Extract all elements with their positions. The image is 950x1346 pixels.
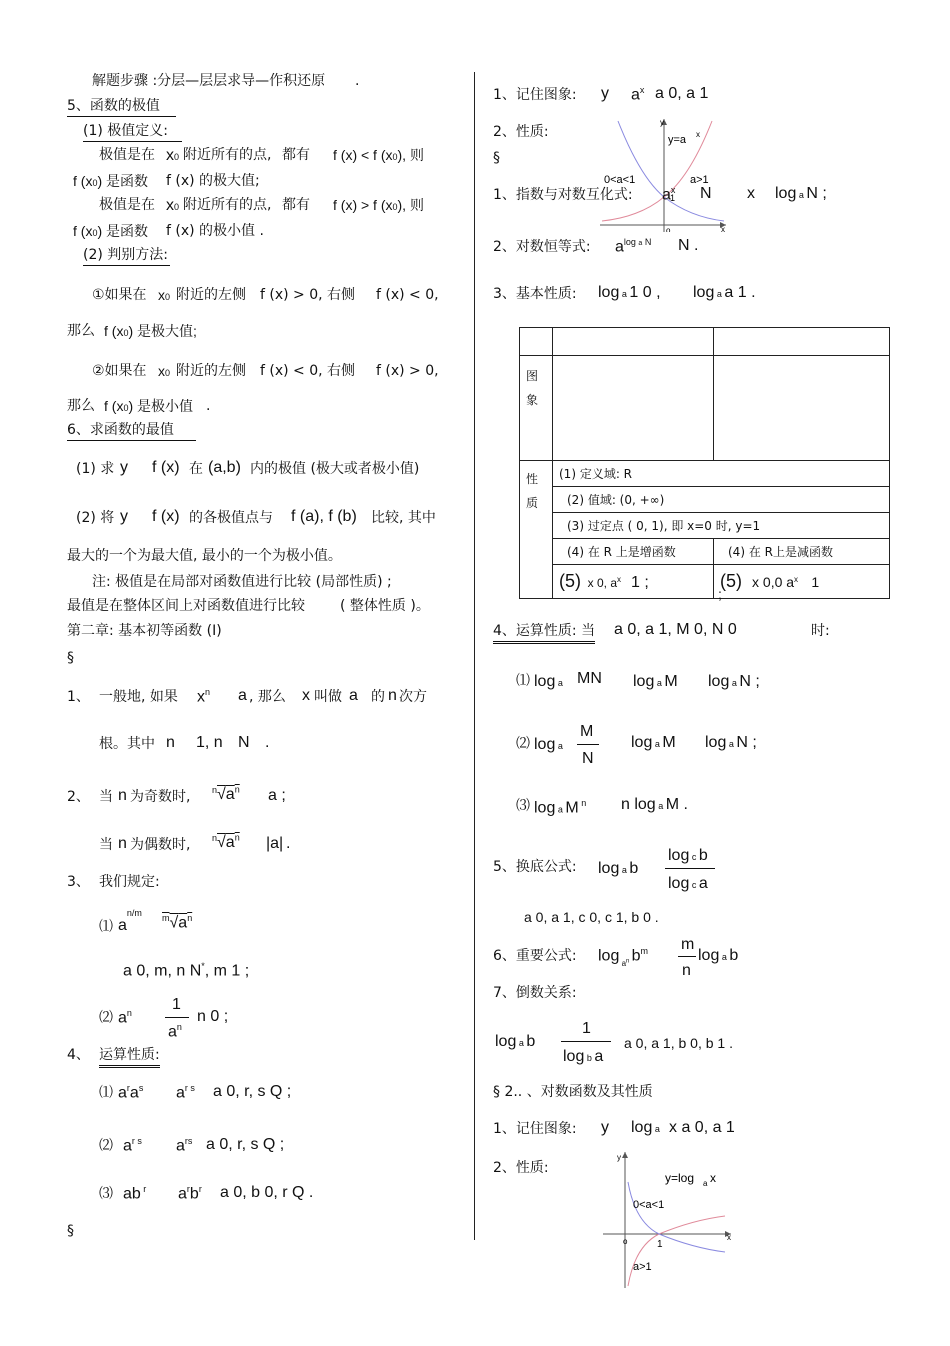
log-op-1d: log a M — [633, 673, 678, 690]
def-line-3c: 都有 — [282, 197, 310, 213]
op-3a: ⑶ — [99, 1186, 113, 1202]
def-line-1a: 极值是在 — [99, 147, 155, 163]
change-base-lhs: log a b — [598, 860, 639, 877]
root-7: a 0, m, n N*, m 1 ; — [123, 961, 250, 980]
g1-one: 1 — [670, 193, 676, 203]
op-1d: $a^{r s}$ — [176, 1083, 195, 1102]
root-1i: 的 — [371, 689, 385, 705]
exp-log-conv-label: 1、指数与对数互化式: — [493, 187, 633, 203]
g2-eqa: a — [703, 1179, 708, 1188]
g1-hi: a>1 — [690, 174, 709, 186]
g1-lo: 0<a<1 — [604, 174, 636, 186]
note-2a: 最值是在整体区间上对函数值进行比较 — [67, 598, 305, 614]
root-1d: a — [238, 687, 247, 704]
root-4f: . — [286, 835, 291, 852]
prop-decreasing: (4) 在 R上是减函数 — [714, 539, 890, 565]
table-header-1 — [553, 328, 714, 356]
important-formula-label: 6、重要公式: — [493, 948, 577, 964]
g2-lo: 0<a<1 — [633, 1199, 665, 1211]
root-1j: n — [388, 687, 397, 704]
judge-2b: f (x0) 是极大值; — [104, 323, 197, 339]
judge-3c: f (x) < 0, 右侧 — [260, 363, 356, 379]
max-1c: f (x) — [152, 459, 180, 476]
root-8d: $a^n$ — [168, 1022, 182, 1041]
important-m: m — [681, 936, 695, 953]
op-2d: a 0, r, s Q ; — [206, 1136, 285, 1153]
def-line-3b: 附近所有的点, — [183, 197, 272, 213]
op-3c: $a^rb^r$ — [178, 1184, 202, 1203]
root-8b: $a^n$ — [118, 1008, 132, 1027]
prop-fixed-point: (3) 过定点 ( 0, 1), 即 x=0 时, y=1 — [553, 513, 890, 539]
operation-heading: 运算性质: — [99, 1048, 160, 1068]
table-property-label: 性 质 — [520, 461, 553, 599]
judge-1c: f (x) > 0, 右侧 — [260, 287, 356, 303]
radical-odd: $^n√a^n$ — [212, 785, 240, 804]
log-identity-label: 2、对数恒等式: — [493, 239, 591, 255]
judge-4b: f (x0) 是极小值 — [104, 398, 194, 414]
section-mark-r: § — [493, 150, 500, 166]
root-3d: 为奇数时, — [130, 789, 191, 805]
log-op-1a: ⑴ — [516, 673, 530, 689]
root-1g: 叫做 — [314, 689, 342, 705]
log-op-2-bar — [577, 744, 599, 745]
max-3: 最大的一个为最大值, 最小的一个为极小值。 — [67, 548, 342, 564]
max-1f: 内的极值 (极大或者极小值) — [250, 461, 420, 477]
root-8a: ⑵ — [99, 1010, 113, 1026]
def-line-1d: f (x) < f (x0), 则 — [333, 147, 424, 163]
reciprocal-lhs: log a b — [495, 1033, 536, 1050]
log-function-section: § 2.. 、对数函数及其性质 — [493, 1084, 653, 1100]
g1-x: x — [721, 225, 725, 232]
op-2a: ⑵ — [99, 1138, 113, 1154]
root-2b: n — [166, 734, 175, 751]
max-2b: y — [120, 508, 128, 525]
exp-y: y — [601, 85, 609, 102]
root-1e: , 那么 — [249, 689, 286, 705]
log-cond: x a 0, a 1 — [669, 1119, 735, 1136]
judge-4d: . — [206, 398, 211, 414]
important-bar — [678, 956, 696, 957]
g2-hi: a>1 — [633, 1261, 652, 1273]
def-line-1x: x0 — [166, 147, 180, 164]
g2-y: y — [617, 1153, 621, 1162]
op-1a: ⑴ — [99, 1085, 113, 1101]
g2-one: 1 — [657, 1239, 663, 1250]
exp-property-table — [519, 327, 890, 602]
log-identity-a: $a^{log a N}$ — [615, 237, 652, 256]
chapter-2-title: 第二章: 基本初等函数 (Ⅰ) — [67, 623, 222, 639]
g1-eq: y=a — [668, 134, 687, 146]
basic-log1: log a 1 0 , — [598, 284, 661, 301]
root-3c: n — [118, 787, 127, 804]
exponential-graph — [600, 117, 730, 232]
root-5b: 我们规定: — [99, 874, 160, 890]
root-8e: n 0 ; — [197, 1008, 229, 1025]
log-op-1c: MN — [577, 670, 602, 687]
logarithm-graph — [603, 1150, 736, 1288]
def-line-2c: f (x) 的极大值; — [166, 173, 260, 189]
change-base-label: 5、换底公式: — [493, 859, 577, 875]
op-1e: a 0, r, s Q ; — [213, 1083, 292, 1100]
root-1k: 次方 — [399, 689, 427, 705]
def-line-2a: f (x0) 是函数 — [73, 173, 149, 189]
def-line-1c: 都有 — [282, 147, 310, 163]
exp-log-a: $a^x$ — [662, 185, 676, 204]
op-3b: ab $^r$ — [123, 1184, 147, 1203]
root-5a: 3、 — [67, 874, 90, 890]
judge-2a: 那么 — [67, 323, 95, 339]
reciprocal-label: 7、倒数关系: — [493, 985, 577, 1001]
root-3b: 当 — [99, 789, 113, 805]
def-line-3d: f (x) > f (x0), 则 — [333, 197, 424, 213]
radical-even: $^n√a^n$ — [212, 833, 240, 852]
judge-3d: f (x) > 0, — [376, 363, 439, 379]
judge-3a: ②如果在 — [92, 363, 147, 379]
root-9a: 4、 — [67, 1047, 90, 1063]
log-op-2c: M — [580, 723, 594, 740]
max-2f: 比较, 其中 — [371, 510, 436, 526]
log-op-3d: n log a M . — [621, 796, 688, 813]
fraction-bar — [165, 1017, 189, 1018]
root-1h: a — [349, 687, 358, 704]
root-4c: 为偶数时, — [130, 837, 191, 853]
max-1a: (1) 求 — [76, 461, 115, 477]
judge-1a: ①如果在 — [92, 287, 147, 303]
root-2c: 1, n — [196, 734, 223, 751]
radical-m: $^m√a^n$ — [162, 913, 193, 932]
log-op-3b: log a M $^n$ — [534, 798, 587, 817]
root-1f: x — [302, 687, 310, 704]
log-op-1b: log a — [534, 673, 563, 690]
root-1b: 一般地, 如果 — [99, 689, 178, 705]
judge-1d: f (x) < 0, — [376, 287, 439, 303]
prop-range: (2) 值域: (0, +∞) — [553, 487, 890, 513]
period: . — [355, 73, 360, 89]
op-1b: $a^ra^s$ — [118, 1083, 144, 1102]
g2-x: x — [727, 1233, 731, 1242]
important-lhs: log $_{a^n}$ $b^m$ — [598, 946, 649, 969]
log-operation-when: 时: — [811, 623, 830, 639]
extreme-definition-heading: (1) 极值定义: — [83, 124, 182, 142]
exp-log-log: log a N ; — [775, 185, 827, 202]
log-operation-heading: 4、运算性质: 当 — [493, 624, 595, 644]
note-2b: ( 整体性质 )。 — [340, 598, 430, 614]
change-base-cond: a 0, a 1, c 0, c 1, b 0 . — [524, 909, 659, 925]
exp-log-N: N — [700, 185, 712, 202]
op-2c: $a^{rs}$ — [176, 1136, 193, 1155]
reciprocal-bar — [561, 1041, 611, 1042]
table-image-cell-1 — [553, 356, 714, 461]
root-8c: 1 — [172, 996, 181, 1013]
section-5-heading: 5、函数的极值 — [67, 99, 176, 117]
g1-y: y — [660, 118, 664, 127]
g2-eq: y=log — [665, 1171, 695, 1185]
reciprocal-cond: a 0, a 1, b 0, b 1 . — [624, 1035, 733, 1051]
section-mark-2: § — [67, 1223, 74, 1239]
judge-1x: x0 — [158, 287, 171, 303]
prop-increasing: (4) 在 R 上是增函数 — [553, 539, 714, 565]
def-line-1b: 附近所有的点, — [183, 147, 272, 163]
root-6a: ⑴ — [99, 919, 113, 935]
important-rhs: log a b — [698, 947, 739, 964]
prop-5-decreasing: (5) x 0,0 $a^x$ 1 ; — [714, 565, 890, 599]
log-logax: log a — [631, 1119, 660, 1136]
root-4e: |a| — [266, 835, 284, 852]
solution-steps: 解题步骤 :分层—层层求导—作积还原 — [92, 73, 326, 89]
log-op-2d: N — [582, 750, 594, 767]
judge-1b: 附近的左侧 — [176, 287, 246, 303]
table-header-2 — [714, 328, 890, 356]
change-base-bar — [665, 868, 715, 869]
op-2b: $a^{r s}$ — [123, 1136, 142, 1155]
root-1c: $x^n$ — [197, 687, 211, 706]
root-2d: N — [238, 734, 250, 751]
def-line-3x: x0 — [166, 197, 180, 214]
max-2d: 的各极值点与 — [189, 510, 273, 526]
basic-property-label: 3、基本性质: — [493, 286, 577, 302]
log-op-1f: log a N ; — [708, 673, 760, 690]
section-6-heading: 6、求函数的最值 — [67, 423, 196, 441]
basic-loga: log a a 1 . — [693, 284, 756, 301]
g2-o: o — [623, 1237, 628, 1246]
def-line-4a: f (x0) 是函数 — [73, 223, 149, 239]
exp-log-x: x — [747, 185, 755, 202]
log-op-2a: ⑵ — [516, 736, 530, 752]
root-4b: n — [118, 835, 127, 852]
log-property-label: 2、性质: — [493, 1160, 549, 1176]
root-1a: 1、 — [67, 689, 90, 705]
root-2a: 根。其中 — [99, 736, 155, 752]
important-n: n — [682, 962, 691, 979]
op-3e: a 0, b 0, r Q . — [220, 1184, 314, 1201]
section-mark-1: § — [67, 650, 74, 666]
max-2c: f (x) — [152, 508, 180, 525]
reciprocal-num: 1 — [582, 1020, 591, 1037]
exp-graph-label: 1、记住图象: — [493, 87, 577, 103]
note-1: 注: 极值是在局部对函数值进行比较 (局部性质) ; — [92, 574, 392, 590]
table-image-label: 图 象 — [520, 356, 553, 461]
judge-4a: 那么 — [67, 398, 95, 414]
log-y: y — [601, 1119, 609, 1136]
g1-eqx: x — [696, 130, 700, 139]
root-3a: 2、 — [67, 789, 90, 805]
change-base-den: log c a — [668, 875, 708, 892]
table-image-cell-2 — [714, 356, 890, 461]
column-divider — [474, 72, 475, 1240]
log-op-2g: log a N ; — [705, 734, 757, 751]
root-6b: $a^{n/m}$ — [118, 908, 142, 934]
root-4a: 当 — [99, 837, 113, 853]
exp-property-label: 2、性质: — [493, 124, 549, 140]
judge-method-heading: (2) 判别方法: — [83, 248, 170, 266]
log-identity-N: N . — [678, 237, 699, 254]
def-line-4c: f (x) 的极小值 . — [166, 223, 264, 239]
g2-eqx: x — [710, 1171, 716, 1185]
exp-cond: a 0, a 1 — [655, 85, 709, 102]
table-corner — [520, 328, 553, 356]
reciprocal-den: log b a — [563, 1048, 604, 1065]
change-base-num: log c b — [668, 847, 708, 864]
max-1d: 在 — [189, 461, 203, 477]
log-graph-label: 1、记住图象: — [493, 1121, 577, 1137]
max-2e: f (a), f (b) — [291, 508, 357, 525]
def-line-3a: 极值是在 — [99, 197, 155, 213]
max-1e: (a,b) — [208, 459, 241, 476]
root-3f: a ; — [268, 787, 286, 804]
judge-3b: 附近的左侧 — [176, 363, 246, 379]
log-operation-cond: a 0, a 1, M 0, N 0 — [614, 621, 737, 638]
exp-ax: $a^x$ — [631, 85, 645, 104]
prop-domain: (1) 定义域: R — [553, 461, 890, 487]
root-2e: . — [265, 734, 270, 751]
g1-o: o — [666, 226, 671, 232]
log-op-2e: log a M — [631, 734, 676, 751]
log-op-3a: ⑶ — [516, 798, 530, 814]
log-op-2b: log a — [534, 736, 563, 753]
max-1b: y — [120, 459, 128, 476]
prop-5-increasing: (5) x 0, $a^x$ 1 ; — [553, 565, 714, 599]
judge-3x: x0 — [158, 363, 171, 379]
max-2a: (2) 将 — [76, 510, 115, 526]
